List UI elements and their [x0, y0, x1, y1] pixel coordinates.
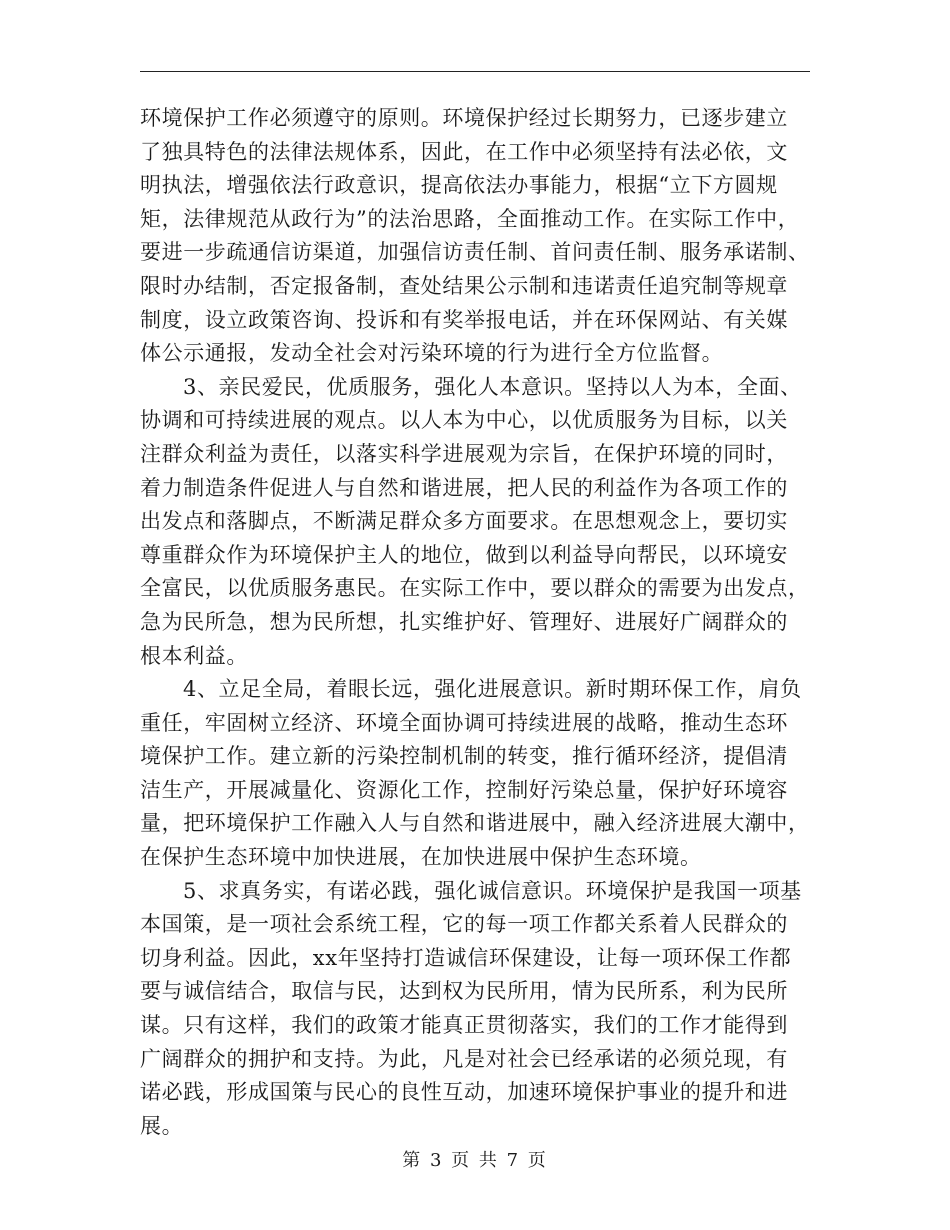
- text-line: 在保护生态环境中加快进展，在加快进展中保护生态环境。: [140, 845, 702, 870]
- text-line: 全富民，以优质服务惠民。在实际工作中，要以群众的需要为出发点，: [140, 576, 810, 601]
- text-line: 着力制造条件促进人与自然和谐进展，把人民的利益作为各项工作的: [140, 475, 788, 500]
- text-line: 展。: [140, 1113, 184, 1138]
- text-line: 体公示通报，发动全社会对污染环境的行为进行全方位监督。: [140, 341, 724, 366]
- text-line: 量，把环境保护工作融入人与自然和谐进展中，融入经济进展大潮中，: [140, 811, 810, 836]
- text-line: 协调和可持续进展的观点。以人本为中心，以优质服务为目标，以关: [140, 408, 788, 433]
- text-line: 明执法，增强依法行政意识，提高依法办事能力，根据“立下方圆规: [140, 173, 778, 198]
- text-line: 切身利益。因此，xx年坚持打造诚信环保建设，让每一项环保工作都: [140, 945, 792, 970]
- text-line: 注群众利益为责任，以落实科学进展观为宗旨，在保护环境的同时，: [140, 441, 788, 466]
- paragraph-5-start: 5、求真务实，有诺必践，强化诚信意识。环境保护是我国一项基: [183, 878, 802, 903]
- text-line: 制度，设立政策咨询、投诉和有奖举报电话，并在环保网站、有关媒: [140, 307, 788, 332]
- text-line: 重任，牢固树立经济、环境全面协调可持续进展的战略，推动生态环: [140, 710, 788, 735]
- text-line: 谋。只有这样，我们的政策才能真正贯彻落实，我们的工作才能得到: [140, 1013, 788, 1038]
- text-line: 矩，法律规范从政行为”的法治思路，全面推动工作。在实际工作中，: [140, 206, 800, 231]
- text-line: 根本利益。: [140, 643, 248, 668]
- text-line: 本国策，是一项社会系统工程，它的每一项工作都关系着人民群众的: [140, 912, 788, 937]
- text-line: 环境保护工作必须遵守的原则。环境保护经过长期努力，已逐步建立: [140, 106, 788, 130]
- paragraph-3-start: 3、亲民爱民，优质服务，强化人本意识。坚持以人为本，全面、: [183, 374, 802, 399]
- paragraph-4-start: 4、立足全局，着眼长远，强化进展意识。新时期环保工作，肩负: [183, 677, 802, 702]
- text-line: 出发点和落脚点，不断满足群众多方面要求。在思想观念上，要切实: [140, 509, 788, 534]
- document-body: [140, 102, 812, 1143]
- text-line: 了独具特色的法律法规体系，因此，在工作中必须坚持有法必依，文: [140, 139, 788, 164]
- page-number: 第 3 页 共 7 页: [402, 1150, 548, 1171]
- text-line: 诺必践，形成国策与民心的良性互动，加速环境保护事业的提升和进: [140, 1080, 788, 1105]
- text-line: 境保护工作。建立新的污染控制机制的转变，推行循环经济，提倡清: [140, 744, 788, 769]
- text-line: 要与诚信结合，取信与民，达到权为民所用，情为民所系，利为民所: [140, 979, 788, 1004]
- text-line: 限时办结制，否定报备制，查处结果公示制和违诺责任追究制等规章: [140, 273, 788, 298]
- text-line: 广阔群众的拥护和支持。为此，凡是对社会已经承诺的必须兑现，有: [140, 1046, 788, 1071]
- text-line: 洁生产，开展减量化、资源化工作，控制好污染总量，保护好环境容: [140, 777, 788, 802]
- text-line: 尊重群众作为环境保护主人的地位，做到以利益导向帮民，以环境安: [140, 542, 788, 567]
- header-rule: [140, 71, 810, 72]
- text-line: 急为民所急，想为民所想，扎实维护好、管理好、进展好广阔群众的: [140, 609, 788, 634]
- text-line: 要进一步疏通信访渠道，加强信访责任制、首问责任制、服务承诺制、: [140, 240, 810, 265]
